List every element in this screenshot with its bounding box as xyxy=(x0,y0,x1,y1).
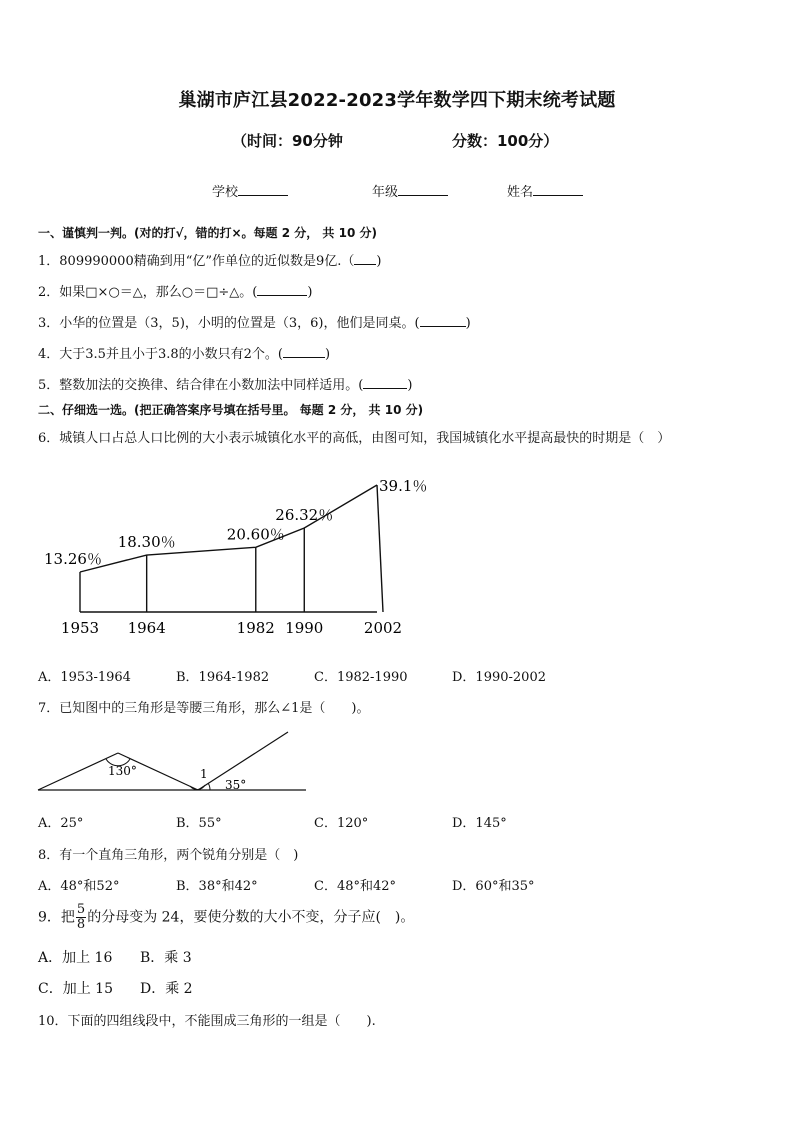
chart-value-label-1982: 20.60％ xyxy=(226,525,285,544)
q8-option-c[interactable]: C．48°和42° xyxy=(314,879,397,894)
chart-value-label-2002: 39.1％ xyxy=(379,477,428,495)
question-2: 2．如果□×○＝△，那么○＝□÷△。( ) xyxy=(38,285,313,300)
answer-blank-1[interactable] xyxy=(354,252,376,265)
question-10: 10．下面的四组线段中，不能围成三角形的一组是（ ). xyxy=(38,1014,376,1029)
question-7: 7．已知图中的三角形是等腰三角形，那么∠1是（ )。 xyxy=(38,701,370,716)
q6-option-a[interactable]: A．1953-1964 xyxy=(38,670,131,685)
chart-value-label-1953: 13.26％ xyxy=(44,550,102,568)
name-label: 姓名 xyxy=(507,185,534,200)
q9-option-c[interactable]: C．加上 15 xyxy=(38,981,113,997)
q8-option-b[interactable]: B．38°和42° xyxy=(176,879,258,894)
answer-blank-2[interactable] xyxy=(257,283,307,296)
q8-option-d[interactable]: D．60°和35° xyxy=(452,879,535,894)
q9-option-d[interactable]: D．乘 2 xyxy=(140,981,193,997)
chart-tick-label-1982: 1982 xyxy=(236,619,275,637)
exam-time: （时间：90分钟 xyxy=(232,132,343,150)
exam-score: 分数：100分） xyxy=(452,132,559,150)
q7-option-b[interactable]: B．55° xyxy=(176,816,222,831)
answer-blank-3[interactable] xyxy=(420,314,466,327)
question-5: 5．整数加法的交换律、结合律在小数加法中同样适用。( ) xyxy=(38,378,413,393)
chart-value-label-1990: 26.32％ xyxy=(275,506,334,525)
name-blank[interactable] xyxy=(533,183,583,196)
school-label: 学校 xyxy=(212,185,239,200)
angle-35-label: 35° xyxy=(225,778,247,792)
urbanization-chart xyxy=(30,470,450,645)
grade-blank[interactable] xyxy=(398,183,448,196)
question-9: 9．把 $\frac{5}{8}$ 的分母变为 24，要使分数的大小不变，分子应( )。 xyxy=(38,902,415,932)
chart-tick-label-1964: 1964 xyxy=(127,619,166,637)
isosceles-triangle-figure xyxy=(30,725,315,800)
q8-option-a[interactable]: A．48°和52° xyxy=(38,879,120,894)
school-blank[interactable] xyxy=(238,183,288,196)
angle-35-arc xyxy=(208,783,210,790)
chart-tick-label-1953: 1953 xyxy=(60,619,100,637)
fraction-5-8: $\frac{5}{8}$ xyxy=(76,902,86,932)
section1-heading: 一、谨慎判一判。(对的打√，错的打×。每题 2 分， 共 10 分) xyxy=(38,226,377,240)
school-field xyxy=(212,181,288,200)
name-field xyxy=(507,181,583,200)
q9-option-b[interactable]: B．乘 3 xyxy=(140,950,192,966)
section2-heading: 二、仔细选一选。(把正确答案序号填在括号里。 每题 2 分， 共 10 分) xyxy=(38,403,424,417)
chart-tick-label-2002: 2002 xyxy=(363,619,403,637)
grade-field xyxy=(372,181,448,200)
q6-option-c[interactable]: C．1982-1990 xyxy=(314,670,408,685)
q7-option-d[interactable]: D．145° xyxy=(452,816,507,831)
q6-option-d[interactable]: D．1990-2002 xyxy=(452,670,546,685)
question-8: 8．有一个直角三角形，两个锐角分别是（ ) xyxy=(38,848,299,863)
q9-option-a[interactable]: A．加上 16 xyxy=(38,950,113,966)
q6-option-b[interactable]: B．1964-1982 xyxy=(176,670,270,685)
left-side xyxy=(38,753,118,790)
q7-option-a[interactable]: A．25° xyxy=(38,816,84,831)
chart-value-label-1964: 18.30％ xyxy=(117,533,176,552)
question-3: 3．小华的位置是（3，5)，小明的位置是（3，6)，他们是同桌。( ) xyxy=(38,316,471,331)
grade-label: 年级 xyxy=(372,185,399,200)
answer-blank-4[interactable] xyxy=(283,345,325,358)
question-1: 1．809990000精确到用“亿”作单位的近似数是9亿.（ ) xyxy=(38,254,382,269)
question-6: 6．城镇人口占总人口比例的大小表示城镇化水平的高低，由图可知，我国城镇化水平提高最快的时期是（ ） xyxy=(38,431,671,446)
chart-vertical-2002 xyxy=(377,485,383,612)
page-title: 巢湖市庐江县2022-2023学年数学四下期末统考试题 xyxy=(178,90,616,111)
question-4: 4．大于3.5并且小于3.8的小数只有2个。( ) xyxy=(38,347,331,362)
apex-angle-label: 130° xyxy=(108,764,137,778)
angle-1-label: 1 xyxy=(200,767,208,781)
answer-blank-5[interactable] xyxy=(363,376,407,389)
chart-tick-label-1990: 1990 xyxy=(285,619,324,637)
q7-option-c[interactable]: C．120° xyxy=(314,816,369,831)
